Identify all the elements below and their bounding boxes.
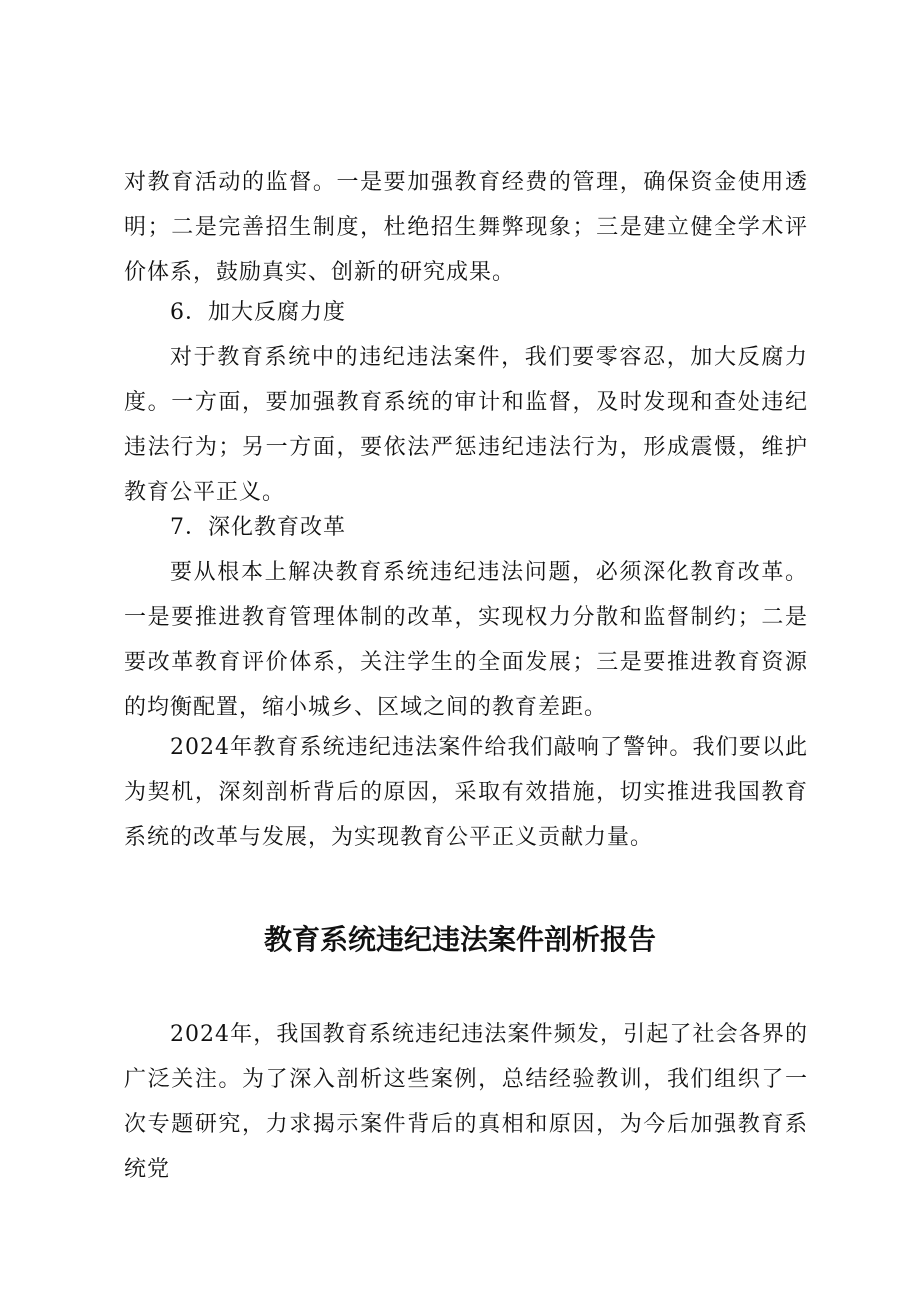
continuation-paragraph: 对教育活动的监督。一是要加强教育经费的管理，确保资金使用透明；二是完善招生制度，杜绝招生舞弊现象；三是建立健全学术评价体系，鼓励真实、创新的研究成果。 — [124, 170, 808, 285]
section-6-heading: 6．加大反腐力度 — [170, 300, 346, 325]
section-6-body: 对于教育系统中的违纪违法案件，我们要零容忍，加大反腐力度。一方面，要加强教育系统的审计和监督，及时发现和查处违纪违法行为；另一方面，要依法严惩违纪违法行为，形成震慑，维护教育公平正义。 — [124, 345, 808, 505]
section-7-heading: 7．深化教育改革 — [170, 515, 346, 540]
conclusion-paragraph: 2024年教育系统违纪违法案件给我们敲响了警钟。我们要以此为契机，深刻剖析背后的原因，采取有效措施，切实推进我国教育系统的改革与发展，为实现教育公平正义贡献力量。 — [124, 735, 808, 850]
report-title: 教育系统违纪违法案件剖析报告 — [263, 923, 656, 956]
report-intro-paragraph: 2024年，我国教育系统违纪违法案件频发，引起了社会各界的广泛关注。为了深入剖析这些案例，总结经验教训，我们组织了一次专题研究，力求揭示案件背后的真相和原因，为今后加强教育系统党 — [124, 1022, 808, 1182]
section-7-body: 要从根本上解决教育系统违纪违法问题，必须深化教育改革。一是要推进教育管理体制的改革，实现权力分散和监督制约；二是要改革教育评价体系，关注学生的全面发展；三是要推进教育资源的均衡配置，缩小城乡、区域之间的教育差距。 — [124, 560, 808, 720]
